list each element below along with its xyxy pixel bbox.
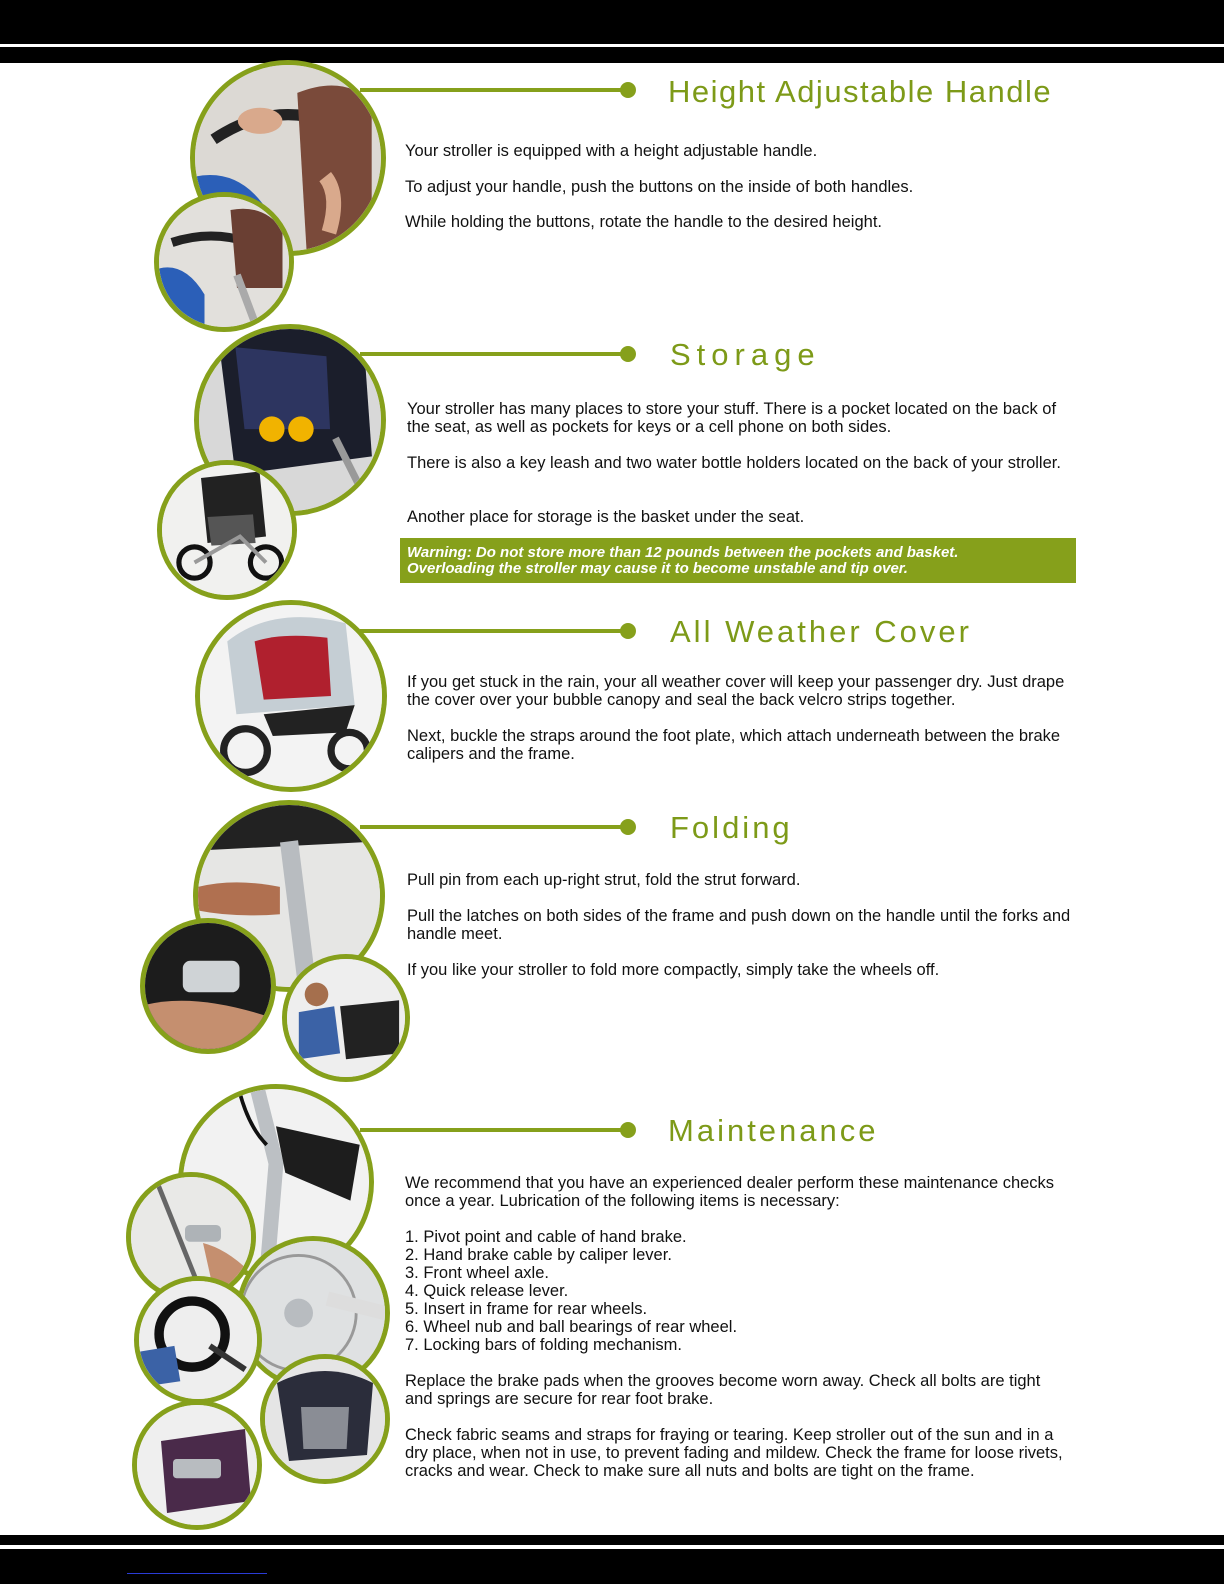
maintenance-list [405,1228,737,1354]
handle-paragraph-1: Your stroller is equipped with a height adjustable handle. [405,142,818,160]
frame-latch-illustration [145,923,271,1049]
handle-paragraph-3: While holding the buttons, rotate the handle to the desired height. [405,213,882,231]
list-item: 2. Hand brake cable by caliper lever. [405,1246,672,1264]
list-item: 7. Locking bars of folding mechanism. [405,1336,682,1354]
weather-paragraph-1: If you get stuck in the rain, your all weather cover will keep your passenger dry. Just drape the cover over your bubble canopy and seal the back velcro strips together. [407,673,1065,709]
warning-line-2: Overloading the stroller may cause it to become unstable and tip over. [407,560,908,577]
storage-paragraph-1: Your stroller has many places to store your stuff. There is a pocket located on the back of the seat, as well as pockets for keys or a cell phone on both sides. [407,400,1057,436]
maintenance-connector [360,1128,628,1132]
footer-bar [0,1549,1224,1584]
handle-paragraph-2: To adjust your handle, push the buttons on the inside of both handles. [405,178,914,196]
maintenance-photo-locking [132,1400,262,1530]
maintenance-intro: We recommend that you have an experienced dealer perform these maintenance checks once a year. Lubrication of the following items is necessary: [405,1174,1055,1210]
handle-adjust-illustration [159,197,289,327]
footer-rule [0,1535,1224,1545]
folding-photo-latch [140,918,276,1054]
stroller-rain-cover-illustration [200,605,382,787]
storage-paragraph-3: Another place for storage is the basket under the seat. [407,508,805,526]
storage-photo-small [157,460,297,600]
locking-bars-illustration [137,1405,257,1525]
list-item: 1. Pivot point and cable of hand brake. [405,1228,687,1246]
storage-title: Storage [670,337,821,372]
person-folding-stroller-illustration [287,959,405,1077]
folding-photo-person [282,954,410,1082]
rear-frame-illustration [265,1359,385,1479]
header-bar [0,0,1224,44]
list-item: 6. Wheel nub and ball bearings of rear wheel. [405,1318,738,1336]
folding-paragraph-1: Pull pin from each up-right strut, fold the strut forward. [407,871,801,889]
weather-connector [360,629,628,633]
storage-connector [360,352,628,356]
stroller-basket-illustration [162,465,292,595]
storage-paragraph-2: There is also a key leash and two water bottle holders located on the back of your stroller. [407,454,1061,472]
header-rule [0,47,1224,63]
folding-paragraph-2: Pull the latches on both sides of the frame and push down on the handle until the forks and handle meet. [407,907,1071,943]
weather-photo [195,600,387,792]
quick-release-illustration [139,1281,257,1399]
handle-connector [360,88,628,92]
warning-line-1: Warning: Do not store more than 12 pounds between the pockets and basket. [407,544,959,561]
folding-connector [360,825,628,829]
maintenance-paragraph-1: Replace the brake pads when the grooves become worn away. Check all bolts are tight and springs are secure for rear foot brake. [405,1372,1041,1408]
maintenance-title: Maintenance [668,1113,879,1148]
weather-paragraph-2: Next, buckle the straps around the foot plate, which attach underneath between the brake calipers and the frame. [407,727,1061,763]
maintenance-photo-rear-brake [260,1354,390,1484]
weather-title: All Weather Cover [670,614,972,649]
folding-title: Folding [670,810,793,845]
handle-title: Height Adjustable Handle [668,74,1053,109]
maintenance-paragraph-2: Check fabric seams and straps for fraying or tearing. Keep stroller out of the sun and in a dry place, when not in use, to prevent fading and mildew. Check the frame for loose rivets, cracks and wear. Check to make sure all nuts and bolts are tight on the frame. [405,1426,1063,1480]
handle-photo-small [154,192,294,332]
list-item: 4. Quick release lever. [405,1282,569,1300]
list-item: 3. Front wheel axle. [405,1264,549,1282]
storage-warning [400,538,1076,583]
list-item: 5. Insert in frame for rear wheels. [405,1300,648,1318]
folding-paragraph-3: If you like your stroller to fold more compactly, simply take the wheels off. [407,961,940,979]
footer-link-underline [127,1573,267,1574]
maintenance-photo-release [134,1276,262,1404]
